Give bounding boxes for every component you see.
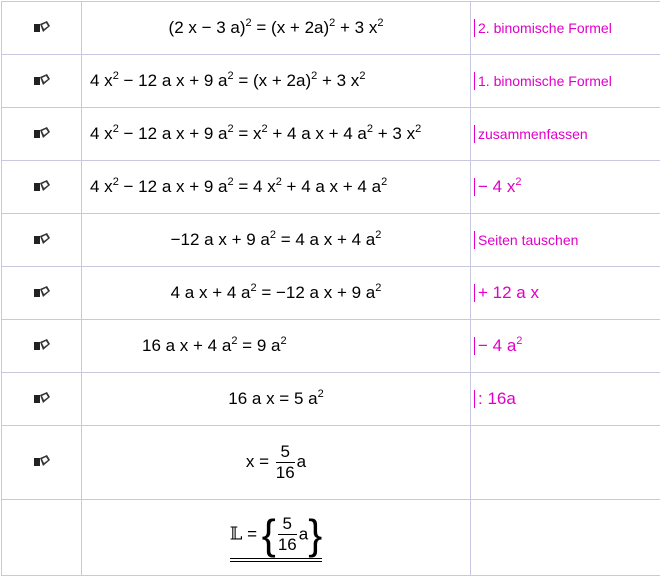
note-cell (471, 161, 660, 214)
step-note: 2. binomische Formel (474, 19, 612, 37)
icon-cell (2, 214, 82, 267)
step-row (2, 161, 660, 214)
step-note: − 4 $x^2$ (474, 178, 521, 196)
solution-steps-table (1, 1, 660, 576)
equation-cell: 4 a x + 4 $a^2 = -12$ a x + 9 $a^2$ (82, 267, 471, 320)
step-note: − 4 $a^2$ (474, 337, 522, 355)
step-note: 1. binomische Formel (474, 72, 612, 90)
step-note: zusammenfassen (474, 125, 588, 143)
note-cell (471, 500, 660, 576)
icon-cell (2, 55, 82, 108)
note-cell (471, 55, 660, 108)
icon-cell (2, 267, 82, 320)
equation-cell: −12 a x + 9 $a^2 = 4$ a x + 4 $a^2$ (82, 214, 471, 267)
equation-cell: x = $\frac{5}{16}$ a (82, 426, 471, 500)
pencil-icon (33, 232, 51, 248)
step-row (2, 108, 660, 161)
note-cell (471, 2, 660, 55)
icon-cell (2, 426, 82, 500)
step-row (2, 373, 660, 426)
step-row (2, 55, 660, 108)
note-cell (471, 108, 660, 161)
equation-cell: 4 $x^2 - 12$ a x + 9 $a^2 = x^2 + 4$ a x + 4 $a^2 + 3$ $x^2$ (82, 108, 471, 161)
fraction: $\frac{5}{16}$ (278, 514, 297, 555)
icon-cell (2, 108, 82, 161)
step-row (2, 267, 660, 320)
step-note: : 16a (474, 390, 516, 408)
icon-cell (2, 2, 82, 55)
step-row (2, 320, 660, 373)
note-cell (471, 373, 660, 426)
step-note: Seiten tauschen (474, 231, 578, 249)
pencil-icon (33, 454, 51, 470)
note-cell (471, 426, 660, 500)
pencil-icon (33, 391, 51, 407)
solution-set-cell (82, 500, 471, 576)
note-cell (471, 214, 660, 267)
step-row (2, 214, 660, 267)
step-row (2, 426, 660, 500)
pencil-icon (33, 20, 51, 36)
icon-cell (2, 320, 82, 373)
pencil-icon (33, 73, 51, 89)
step-note: + 12 a x (474, 284, 539, 302)
step-row (2, 500, 660, 576)
step-row (2, 2, 660, 55)
icon-cell (2, 500, 82, 576)
note-cell (471, 320, 660, 373)
fraction: $\frac{5}{16}$ (276, 442, 295, 483)
equation-cell: 4 $x^2 - 12$ a x + 9 $a^2 = (x + 2a)^2 + 3$ $x^2$ (82, 55, 471, 108)
pencil-icon (33, 126, 51, 142)
pencil-icon (33, 179, 51, 195)
pencil-icon (33, 285, 51, 301)
icon-cell (2, 373, 82, 426)
equation-cell: (2 x − 3 $a)^2 = (x + 2a)^2 + 3$ $x^2$ (82, 2, 471, 55)
equation-cell: 16 a x + 4 $a^2 = 9$ $a^2$ (82, 320, 471, 373)
note-cell (471, 267, 660, 320)
pencil-icon (33, 338, 51, 354)
equation-cell: 4 $x^2 - 12$ a x + 9 $a^2 = 4$ $x^2 + 4$ a x + 4 $a^2$ (82, 161, 471, 214)
icon-cell (2, 161, 82, 214)
solution-set: 𝕃 = { $\frac{5}{16}$ a} (230, 514, 322, 562)
equation-cell: 16 a x = 5 $a^2$ (82, 373, 471, 426)
